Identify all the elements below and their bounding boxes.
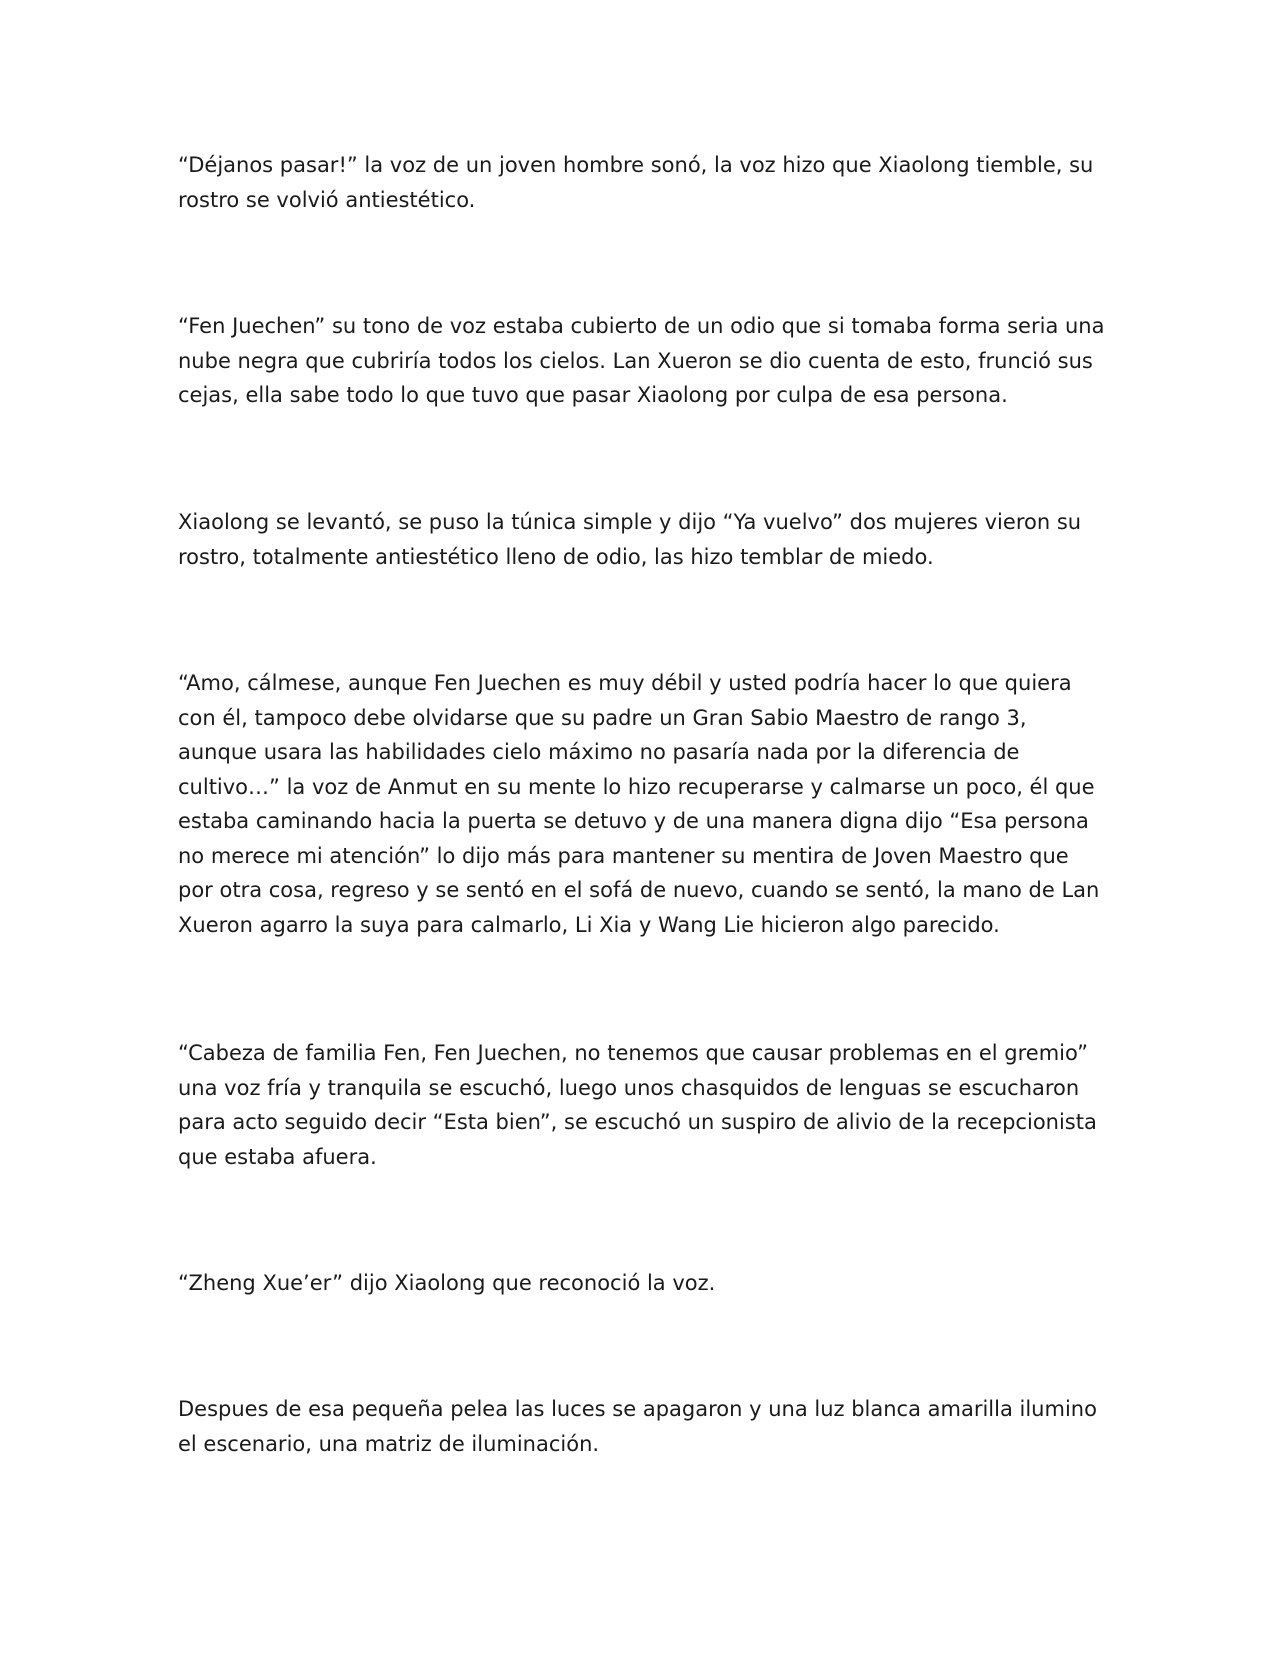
- paragraph: “Amo, cálmese, aunque Fen Juechen es muy débil y usted podría hacer lo que quiera con él, tampoco debe olvidarse que su padre un Gran Sabio Maestro de rango 3, aunque usara las habilidades cielo máximo no pasaría nada por la diferencia de cultivo…” la voz de Anmut en su mente lo hizo recuperarse y calmarse un poco, él que estaba caminando hacia la puerta se detuvo y de una manera digna dijo “Esa persona no merece mi atención” lo dijo más para mantener su mentira de Joven Maestro que por otra cosa, regreso y se sentó en el sofá de nuevo, cuando se sentó, la mano de Lan Xueron agarro la suya para calmarlo, Li Xia y Wang Lie hicieron algo parecido.: [178, 671, 1100, 937]
- paragraph: Xiaolong se levantó, se puso la túnica simple y dijo “Ya vuelvo” dos mujeres vieron su rostro, totalmente antiestético lleno de odio, las hizo temblar de miedo.: [178, 510, 1082, 569]
- paragraph: “Cabeza de familia Fen, Fen Juechen, no tenemos que causar problemas en el gremio” una voz fría y tranquila se escuchó, luego unos chasquidos de lenguas se escucharon para acto seguido decir “Esta bien”, se escuchó un suspiro de alivio de la recepcionista que estaba afuera.: [178, 1041, 1097, 1169]
- paragraph: Despues de esa pequeña pelea las luces se apagaron y una luz blanca amarilla ilumino el escenario, una matriz de iluminación.: [178, 1397, 1097, 1456]
- paragraph: “Fen Juechen” su tono de voz estaba cubierto de un odio que si tomaba forma seria una nube negra que cubriría todos los cielos. Lan Xueron se dio cuenta de esto, frunció sus cejas, ella sabe todo lo que tuvo que pasar Xiaolong por culpa de esa persona.: [178, 314, 1105, 407]
- paragraph: “Déjanos pasar!” la voz de un joven hombre sonó, la voz hizo que Xiaolong tiemble, su rostro se volvió antiestético.: [178, 153, 1094, 212]
- paragraph: “Zheng Xue’er” dijo Xiaolong que reconoció la voz.: [178, 1271, 716, 1295]
